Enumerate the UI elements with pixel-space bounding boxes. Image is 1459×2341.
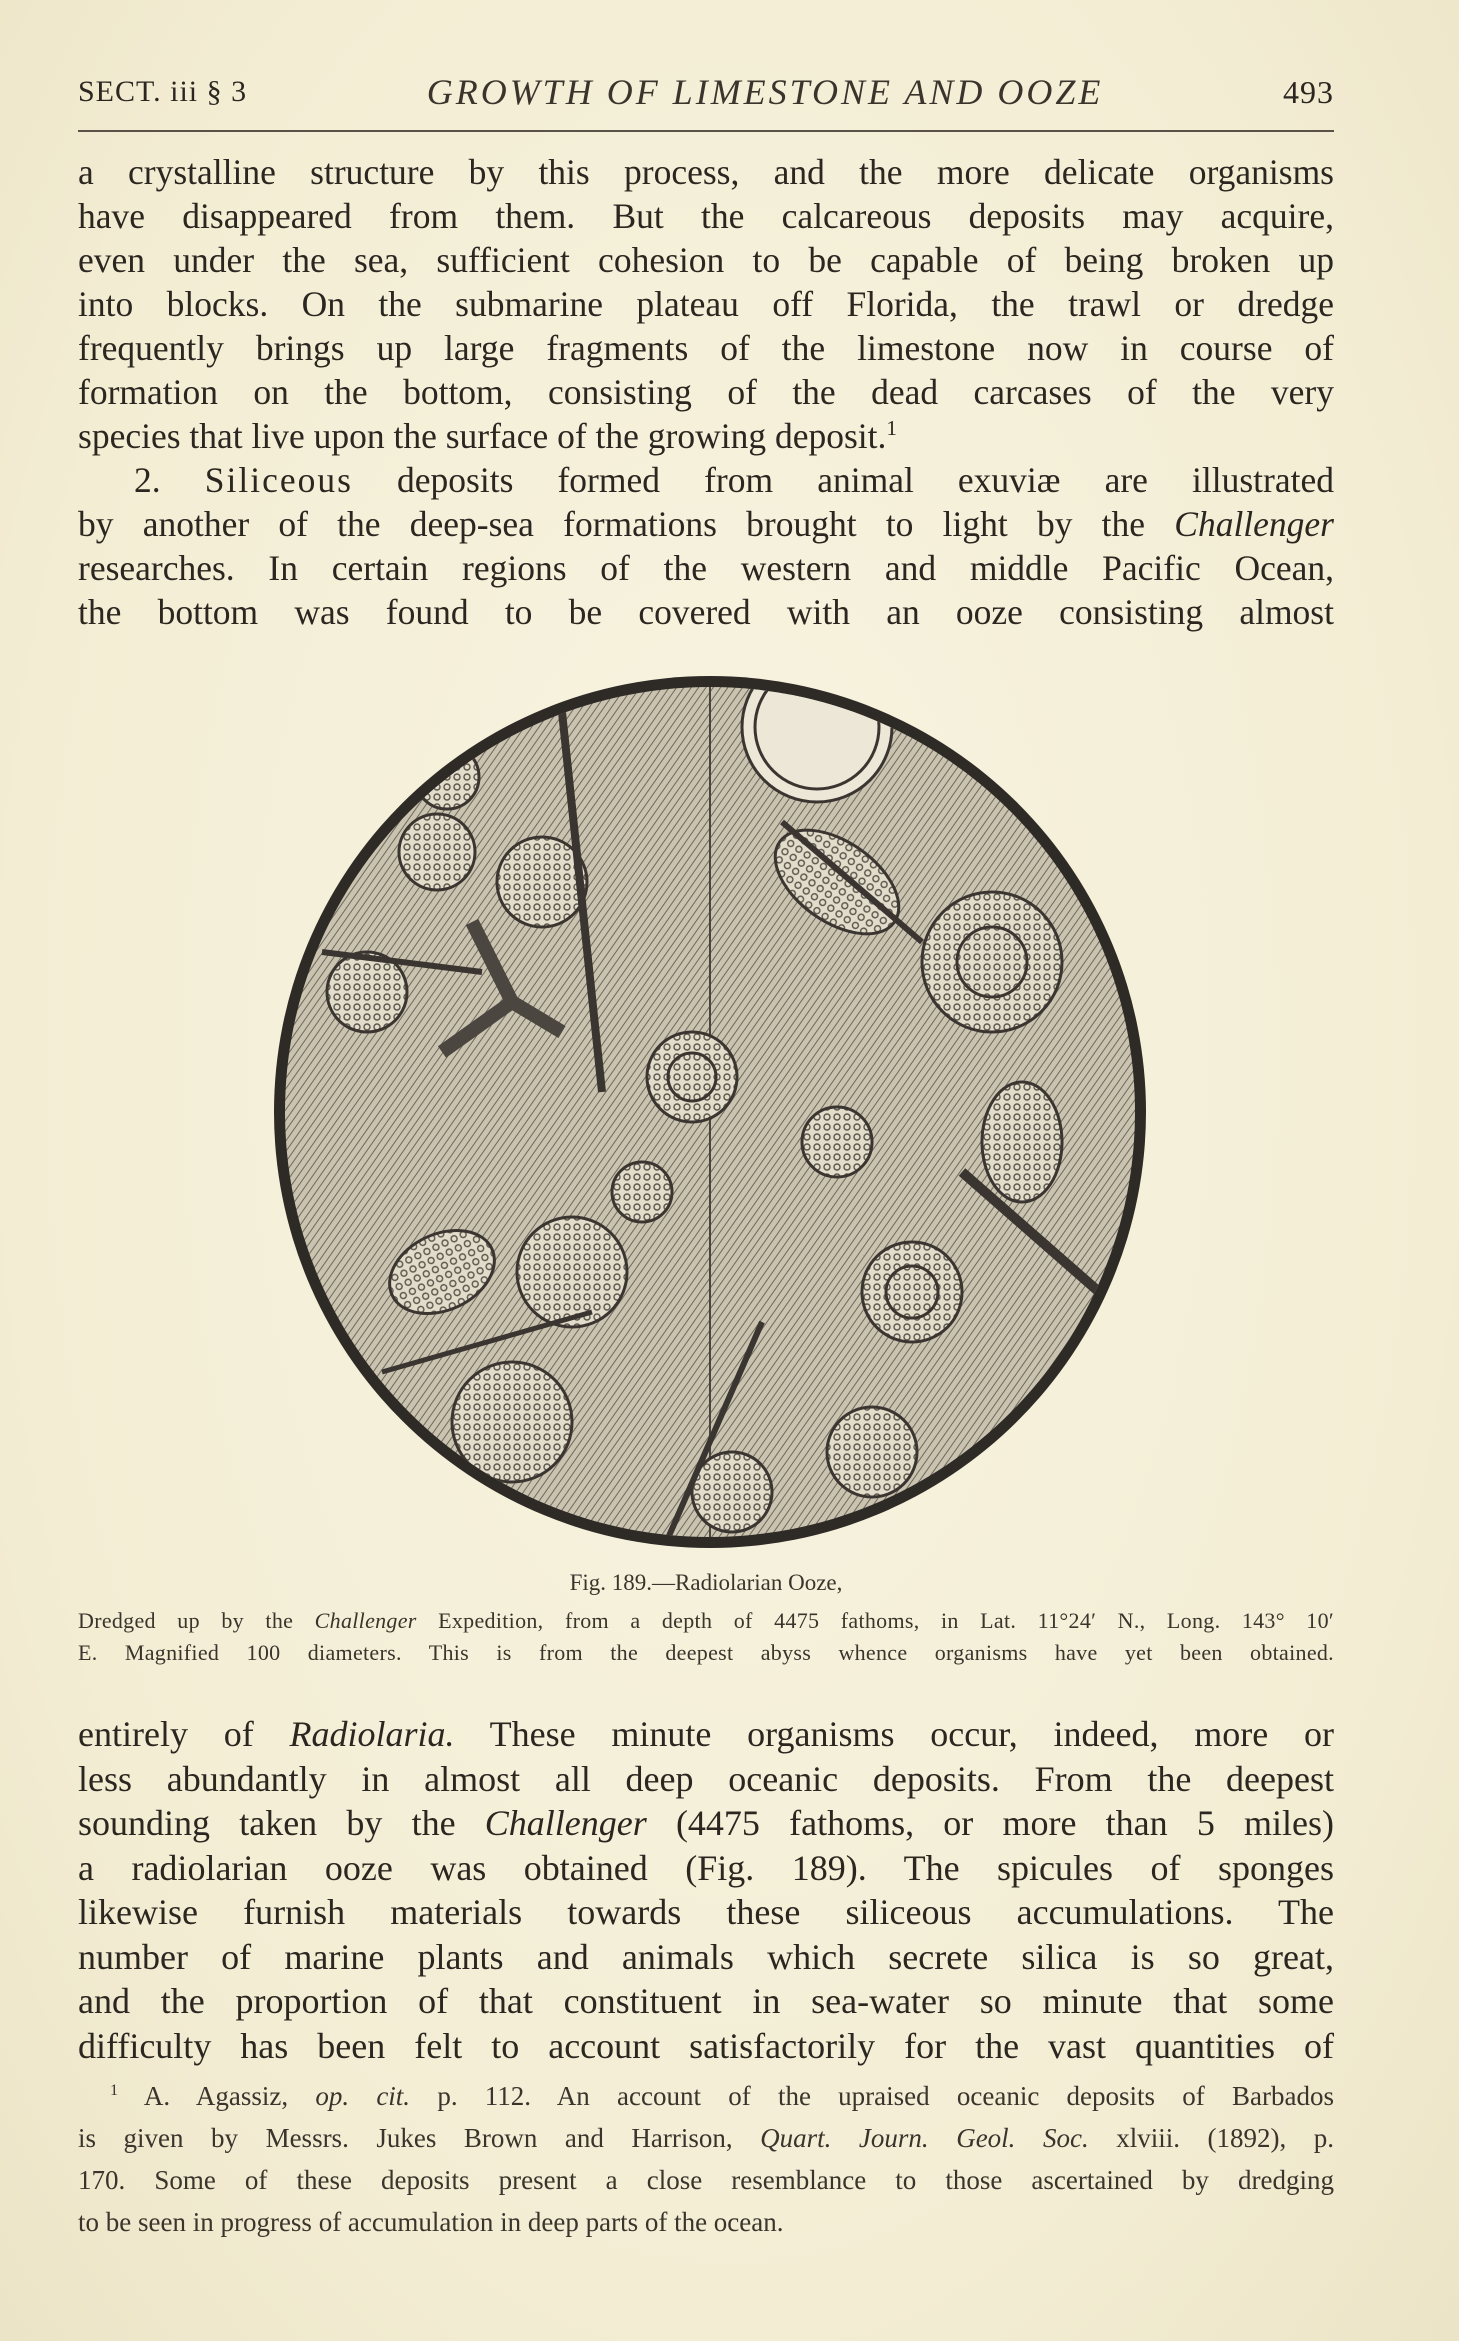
section-reference: SECT. iii § 3 — [78, 75, 248, 108]
text-line: a crystalline structure by this process, and the more delicate organisms — [78, 152, 1334, 192]
text-line: difficulty has been felt to account satisfactorily for the vast quantities of — [78, 2025, 1334, 2066]
text-line: a radiolarian ooze was obtained (Fig. 189). The spicules of sponges — [78, 1847, 1334, 1888]
text-line: entirely of Radiolaria. These minute organisms occur, indeed, more or — [78, 1714, 1334, 1754]
text-line: number of marine plants and animals which secrete silica is so great, — [78, 1936, 1334, 1977]
page-number: 493 — [1282, 73, 1334, 110]
running-title: GROWTH OF LIMESTONE AND OOZE — [426, 72, 1104, 112]
text-line: and the proportion of that constituent in sea-water so minute that some — [78, 1981, 1334, 2021]
running-header — [78, 68, 1334, 116]
text-line: formation on the bottom, consisting of the dead carcases of the very — [78, 372, 1334, 412]
figure-caption-title: Fig. 189.—Radiolarian Ooze, — [569, 1570, 843, 1595]
text-line: likewise furnish materials towards these siliceous accumulations. The — [78, 1892, 1334, 1932]
paragraph-radiolaria — [78, 1712, 1334, 2068]
header-rule — [78, 130, 1334, 132]
footnote — [78, 2075, 1334, 2243]
list-number: 2. — [134, 460, 161, 500]
text-line: less abundantly in almost all deep oceanic deposits. From the deepest — [78, 1758, 1334, 1799]
ship-name: Challenger — [484, 1803, 647, 1843]
text-line: into blocks. On the submarine plateau off Florida, the trawl or dredge — [78, 284, 1334, 324]
footnote-line: to be seen in progress of accumulation in deep parts of the ocean. — [78, 2207, 784, 2237]
text-line: have disappeared from them. But the calcareous deposits may acquire, — [78, 196, 1334, 236]
ship-name: Challenger — [314, 1608, 417, 1633]
text-line: by another of the deep-sea formations brought to light by the Challenger — [78, 504, 1334, 544]
footnote-reference[interactable]: 1 — [886, 416, 898, 441]
paragraph-limestone — [78, 150, 1334, 634]
text-line: species that live upon the surface of the growing deposit.$^1$ — [78, 416, 898, 456]
text-line: researches. In certain regions of the western and middle Pacific Ocean, — [78, 548, 1334, 588]
emphasis-term: Siliceous — [204, 460, 353, 500]
taxon-name: Radiolaria. — [289, 1714, 455, 1754]
text-line: the bottom was found to be covered with an ooze consisting almost — [78, 592, 1334, 632]
footnote-marker: 1 — [110, 2081, 119, 2099]
text-line: 2. Siliceous deposits formed from animal exuviæ are illustrated — [134, 460, 1334, 500]
text-line: frequently brings up large fragments of the limestone now in course of — [78, 328, 1334, 368]
radiolarian-ooze-illustration — [262, 672, 1158, 1552]
footnote-line: $^1$ A. Agassiz, op. cit. p. 112. An account of the upraised oceanic deposits of Barbados — [110, 2081, 1335, 2111]
journal-title: Quart. Journ. Geol. Soc. — [760, 2123, 1089, 2153]
caption-line: E. Magnified 100 diameters. This is from the deepest abyss whence organisms have yet been obtained. — [78, 1640, 1334, 1665]
text-line: sounding taken by the Challenger (4475 fathoms, or more than 5 miles) — [78, 1803, 1335, 1843]
caption-line: Dredged up by the Challenger Expedition, from a depth of 4475 fathoms, in Lat. 11°24′ N., Long. 143° 10′ — [78, 1608, 1334, 1633]
text-line: even under the sea, sufficient cohesion to be capable of being broken up — [78, 240, 1334, 280]
figure-caption — [78, 1605, 1334, 1669]
footnote-line: is given by Messrs. Jukes Brown and Harrison, Quart. Journ. Geol. Soc. xlviii. (1892), p. — [78, 2123, 1335, 2153]
ship-name: Challenger — [1174, 504, 1334, 544]
footnote-line: 170. Some of these deposits present a close resemblance to those ascertained by dredging — [78, 2165, 1334, 2195]
